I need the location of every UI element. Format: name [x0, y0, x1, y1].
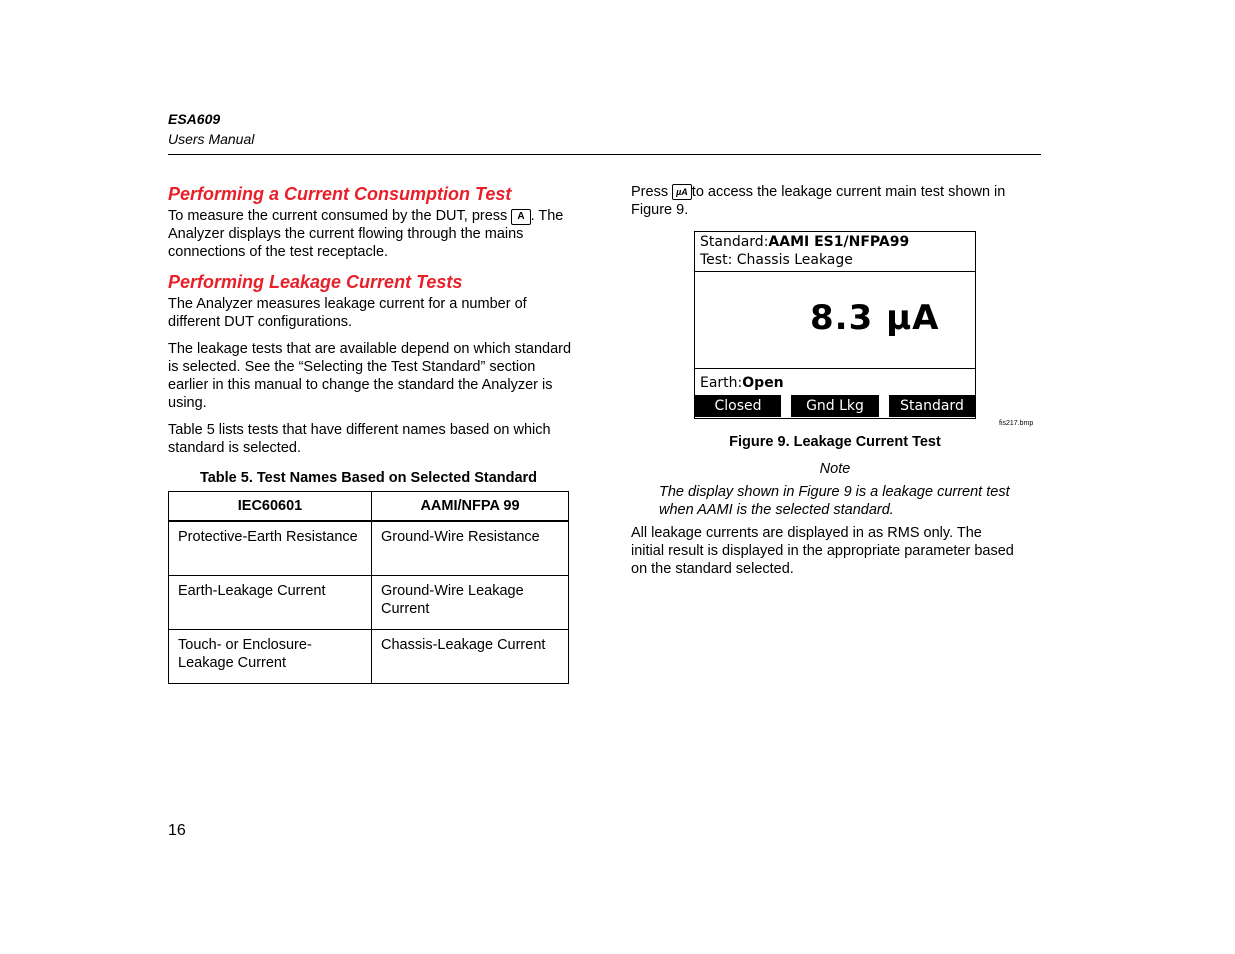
table-cell: Earth-Leakage Current — [169, 576, 372, 630]
microamp-key-icon: µA — [672, 184, 692, 200]
table-row — [169, 630, 569, 684]
lcd-standard-label: Standard: — [700, 234, 769, 250]
manual-title: ESA609 — [168, 111, 221, 127]
lcd-standard-line — [700, 233, 909, 251]
table-row — [169, 576, 569, 630]
softkey-gnd-lkg: Gnd Lkg — [791, 395, 879, 417]
note-text: The display shown in Figure 9 is a leakage current test when AAMI is the selected standard. — [659, 484, 1010, 518]
heading-leakage-tests: Performing Leakage Current Tests — [168, 272, 463, 292]
figure-file-ref: fis217.bmp — [999, 420, 1034, 427]
lcd-test-label: Test: — [700, 252, 733, 268]
figure-caption: Figure 9. Leakage Current Test — [729, 434, 941, 450]
table-cell: Ground-Wire Resistance — [372, 521, 569, 576]
manual-subtitle: Users Manual — [168, 131, 255, 147]
table-header-row — [169, 492, 569, 522]
heading-current-consumption: Performing a Current Consumption Test — [168, 184, 512, 204]
table-row — [169, 521, 569, 576]
test-names-table — [168, 491, 569, 684]
table-cell: Ground-Wire Leakage Current — [372, 576, 569, 630]
leakage-para-3: Table 5 lists tests that have different names based on which standard is selected. — [168, 422, 551, 456]
intro-press: Press — [631, 184, 669, 200]
current-consumption-text-b: . The Analyzer displays the current flowing through the mains connections of the test receptacle. — [168, 208, 564, 260]
intro-paragraph — [631, 183, 1041, 219]
lcd-earth-label: Earth: — [700, 375, 743, 391]
intro-text: to access the leakage current main test shown in Figure 9. — [631, 184, 1006, 218]
lcd-standard-value: AAMI ES1/NFPA99 — [768, 234, 910, 250]
lcd-test-line — [700, 251, 853, 269]
lcd-earth-value: Open — [742, 375, 784, 391]
current-consumption-paragraph — [168, 207, 573, 261]
leakage-para-2: The leakage tests that are available depend on which standard is selected. See the “Selecting the Test Standard” section earlier in this manual to change the standard the Analyzer is using. — [168, 341, 572, 411]
table-caption: Table 5. Test Names Based on Selected Standard — [199, 470, 538, 486]
header-rule — [168, 154, 1041, 155]
lcd-test-value: Chassis Leakage — [736, 252, 853, 268]
leakage-para-1: The Analyzer measures leakage current for a number of different DUT configurations. — [168, 296, 527, 330]
current-consumption-text-a: To measure the current consumed by the DUT, press — [168, 208, 508, 224]
closing-paragraph: All leakage currents are displayed in as RMS only. The initial result is displayed in the appropriate parameter based on the standard selected. — [631, 525, 1014, 577]
page-number: 16 — [168, 822, 186, 839]
lcd-divider — [695, 271, 975, 272]
lcd-display — [694, 231, 976, 419]
lcd-earth-line — [700, 374, 784, 392]
softkey-standard: Standard — [889, 395, 975, 417]
table-cell: Chassis-Leakage Current — [372, 630, 569, 684]
table-cell: Protective-Earth Resistance — [169, 521, 372, 576]
a-key-icon: A — [511, 209, 530, 225]
lcd-reading: 8.3 µA — [810, 298, 940, 338]
lcd-divider — [695, 368, 975, 369]
softkey-closed: Closed — [695, 395, 781, 417]
note-label: Note — [819, 461, 851, 477]
table-cell: Touch- or Enclosure-Leakage Current — [169, 630, 372, 684]
table-header-aami: AAMI/NFPA 99 — [372, 492, 569, 522]
table-header-iec: IEC60601 — [169, 492, 372, 522]
